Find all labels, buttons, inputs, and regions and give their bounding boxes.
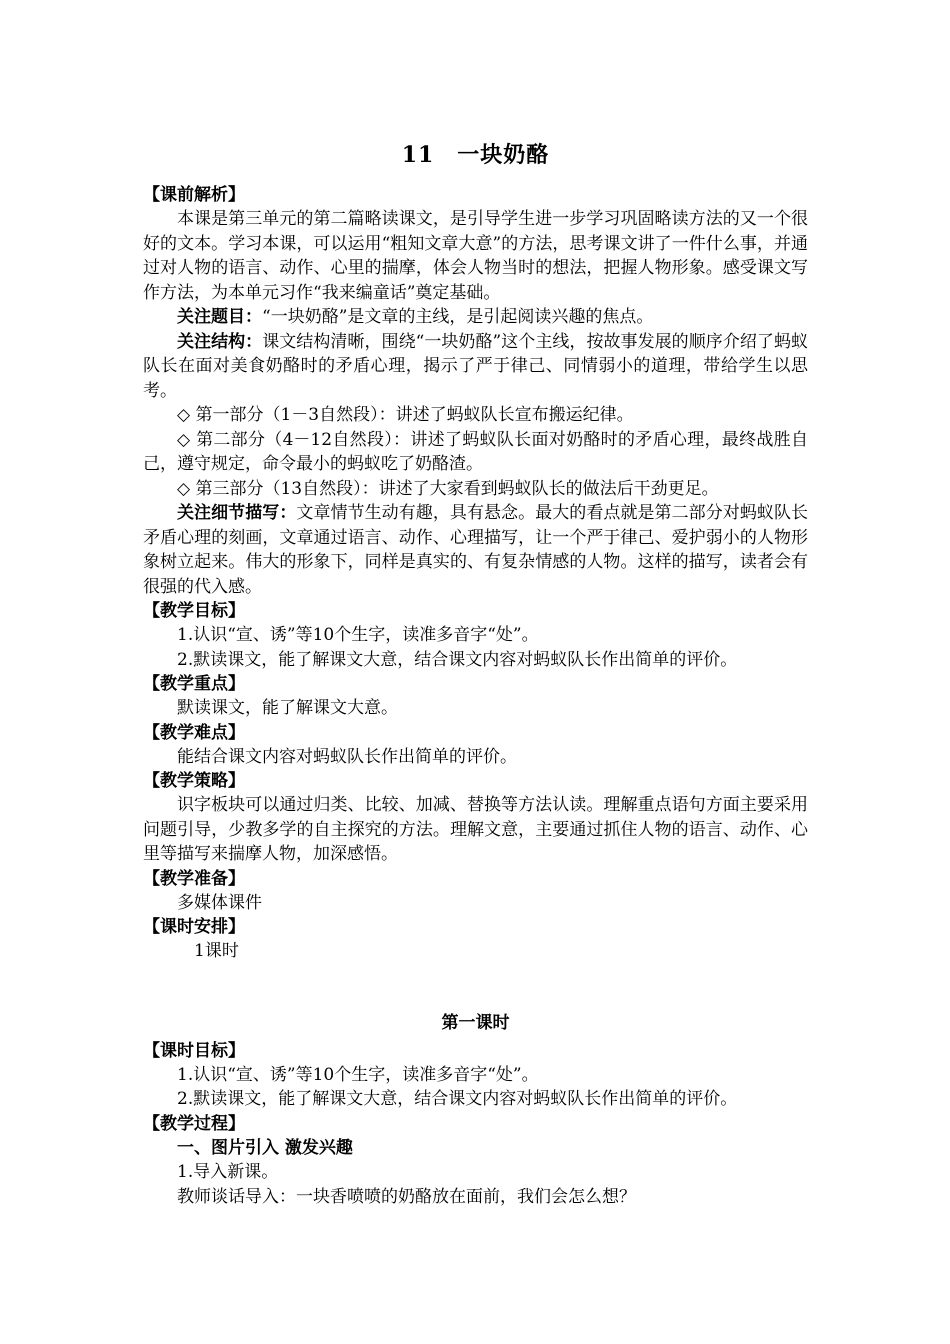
difficulty-text: 能结合课文内容对蚂蚁队长作出简单的评价。	[177, 746, 517, 767]
section-heading-strategy: 【教学策略】	[143, 771, 245, 791]
part-item-1: ◇ 第一部分（1－3自然段）：讲述了蚂蚁队长宣布搬运纪律。	[177, 405, 634, 425]
section-heading-goals: 【教学目标】	[143, 601, 245, 621]
section-heading-preparation: 【教学准备】	[143, 868, 245, 889]
section-heading-difficulty: 【教学难点】	[143, 722, 245, 743]
focus-label: 关注细节描写：	[177, 503, 297, 523]
section-heading-key-point: 【教学重点】	[143, 674, 245, 694]
paragraph-focus-structure	[143, 330, 808, 404]
section-heading-lesson-goals: 【课时目标】	[143, 1040, 245, 1061]
focus-text: 文章情节生动有趣，具有悬念。最大的看点就是第二部分对蚂蚁队长矛盾心理的刻画，文章通过语言、动作、心理描写，让一个严于律己、爱护弱小的人物形象树立起来。伟大的形象下，同样是真实的、有复杂情感的人物。这样的描写，读者会有很强的代入感。	[143, 503, 809, 597]
document-body	[143, 138, 808, 1209]
process-step-text: 教师谈话导入：一块香喷喷的奶酪放在面前，我们会怎么想？	[177, 1186, 636, 1207]
goal-item-1: 1.认识“宣、诱”等10个生字，读准多音字“处”。	[177, 625, 539, 645]
part-item-2: ◇ 第二部分（4－12自然段）：讲述了蚂蚁队长面对奶酪时的矛盾心理，最终战胜自己，遵守规定，命令最小的蚂蚁吃了奶酪渣。	[143, 429, 808, 474]
schedule-text: 1课时	[194, 941, 239, 961]
focus-text: “一块奶酪”是文章的主线，是引起阅读兴趣的焦点。	[262, 307, 654, 327]
lesson-title: 第一课时	[441, 1012, 510, 1033]
paragraph: 本课是第三单元的第二篇略读课文，是引导学生进一步学习巩固略读方法的又一个很好的文本。学习本课，可以运用“粗知文章大意”的方法，思考课文讲了一件什么事，并通过对人物的语言、动作、心里的揣摩，体会人物当时的想法，把握人物形象。感受课文写作方法，为本单元习作“我来编童话”奠定基础。	[143, 209, 808, 303]
part-item-3: ◇ 第三部分（13自然段）：讲述了大家看到蚂蚁队长的做法后干劲更足。	[177, 478, 719, 499]
paragraph-focus-title	[143, 305, 808, 330]
section-heading-schedule: 【课时安排】	[143, 917, 245, 937]
focus-text: 课文结构清晰，围绕“一块奶酪”这个主线，按故事发展的顺序介绍了蚂蚁队长在面对美食奶酪时的矛盾心理，揭示了严于律己、同情弱小的道理，带给学生以思考。	[143, 331, 808, 401]
strategy-text: 识字板块可以通过归类、比较、加减、替换等方法认读。理解重点语句方面主要采用问题引导，少教多学的自主探究的方法。理解文意，主要通过抓住人物的语言、动作、心里等描写来揣摩人物，加深感悟。	[143, 795, 808, 864]
lesson-goal-item-1: 1.认识“宣、诱”等10个生字，读准多音字“处”。	[177, 1064, 539, 1085]
lesson-goal-item-2: 2.默读课文，能了解课文大意，结合课文内容对蚂蚁队长作出简单的评价。	[177, 1089, 738, 1109]
process-step-title: 一、图片引入 激发兴趣	[177, 1137, 353, 1158]
focus-label: 关注结构：	[177, 331, 263, 352]
section-heading-process: 【教学过程】	[143, 1113, 245, 1134]
process-step-item: 1.导入新课。	[177, 1162, 279, 1182]
key-point-text: 默读课文，能了解课文大意。	[177, 698, 398, 718]
page-title: 11 一块奶酪	[401, 142, 550, 168]
paragraph-focus-detail	[143, 501, 808, 599]
preparation-text: 多媒体课件	[177, 892, 262, 913]
goal-item-2: 2.默读课文，能了解课文大意，结合课文内容对蚂蚁队长作出简单的评价。	[177, 649, 738, 670]
section-heading-pre-analysis: 【课前解析】	[143, 185, 245, 205]
focus-label: 关注题目：	[177, 307, 262, 327]
